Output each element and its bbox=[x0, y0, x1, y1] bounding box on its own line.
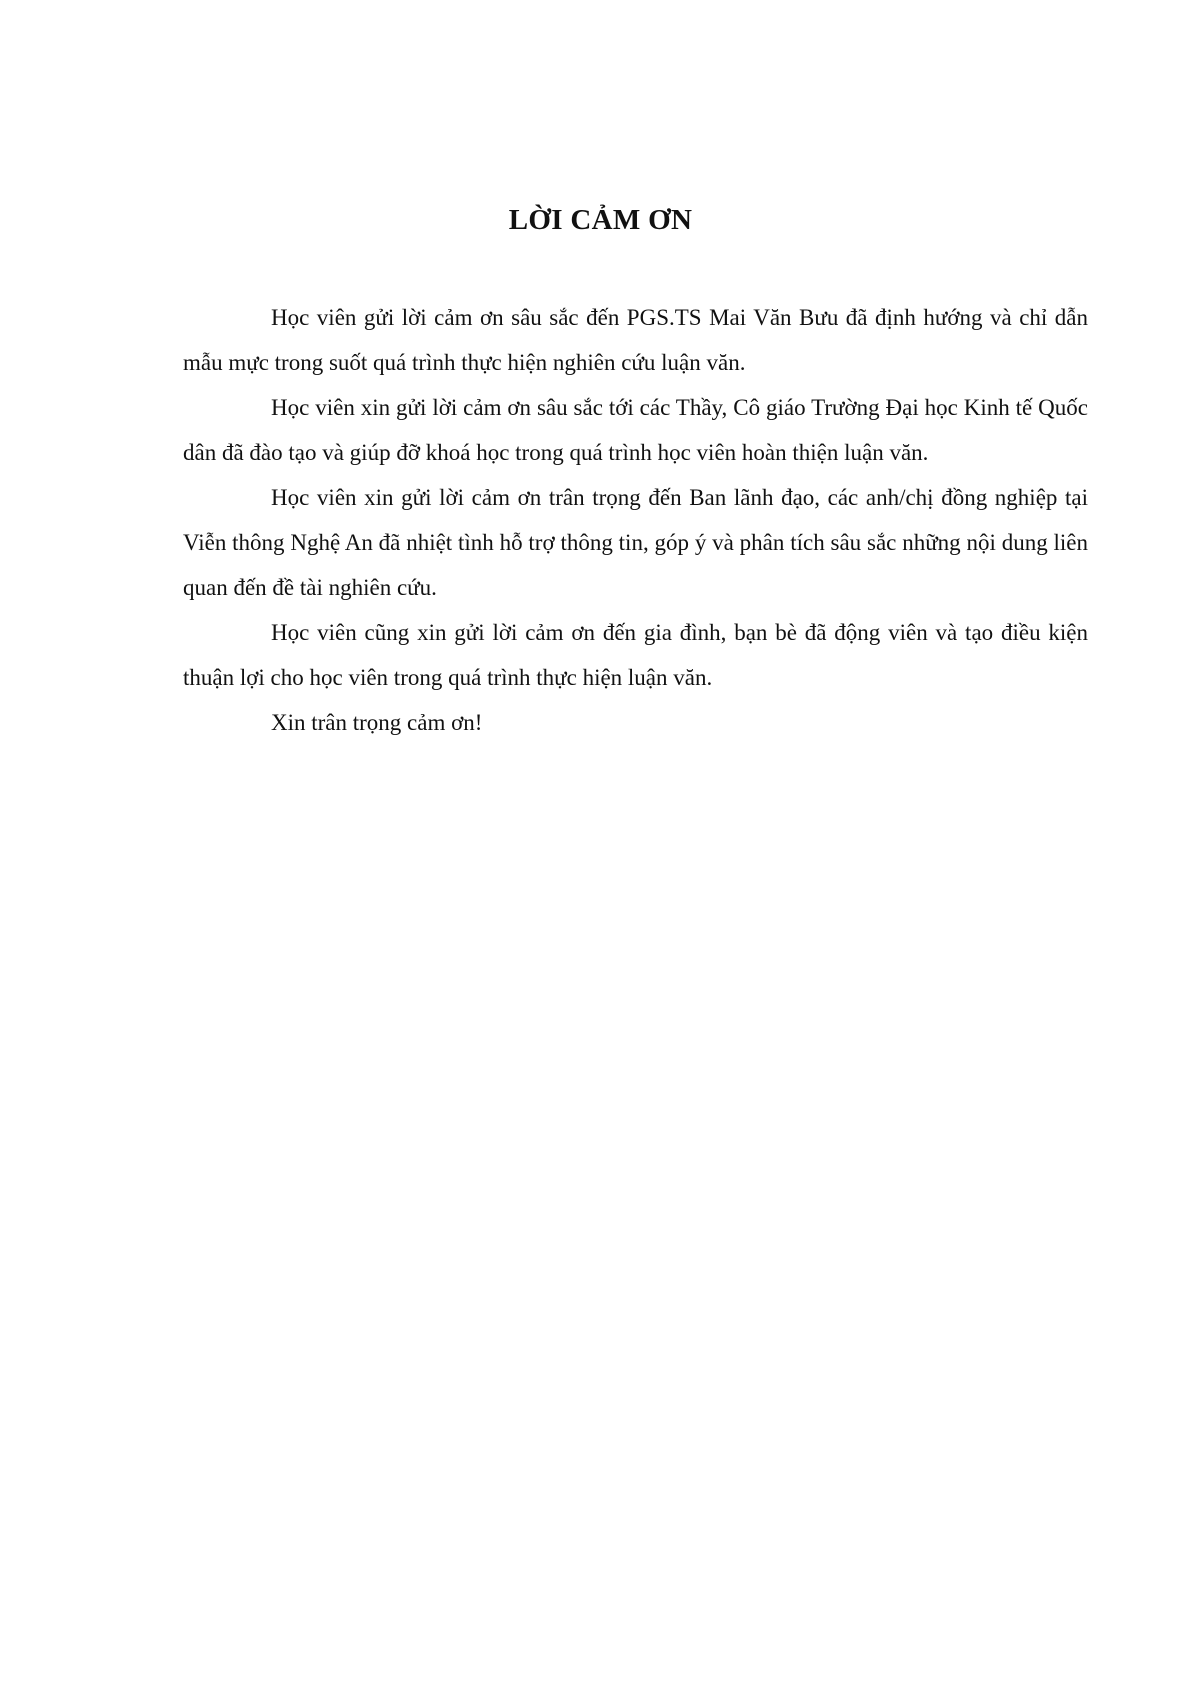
paragraph-family: Học viên cũng xin gửi lời cảm ơn đến gia đình, bạn bè đã động viên và tạo điều kiện thuận lợi cho học viên trong quá trình thực hiện luận văn. bbox=[183, 620, 1088, 690]
page-title: LỜI CẢM ƠN bbox=[508, 204, 693, 236]
paragraph-university: Học viên xin gửi lời cảm ơn sâu sắc tới các Thầy, Cô giáo Trường Đại học Kinh tế Quốc dân đã đào tạo và giúp đỡ khoá học trong quá trình học viên hoàn thiện luận văn. bbox=[183, 395, 1088, 465]
paragraph-advisor: Học viên gửi lời cảm ơn sâu sắc đến PGS.TS Mai Văn Bưu đã định hướng và chỉ dẫn mẫu mực trong suốt quá trình thực hiện nghiên cứu luận văn. bbox=[183, 305, 1088, 375]
body-text bbox=[183, 295, 1088, 745]
paragraph-closing: Xin trân trọng cảm ơn! bbox=[271, 710, 483, 735]
paragraph-colleagues: Học viên xin gửi lời cảm ơn trân trọng đến Ban lãnh đạo, các anh/chị đồng nghiệp tại Viễn thông Nghệ An đã nhiệt tình hỗ trợ thông tin, góp ý và phân tích sâu sắc những nội dung liên quan đến đề tài nghiên cứu. bbox=[183, 485, 1088, 600]
